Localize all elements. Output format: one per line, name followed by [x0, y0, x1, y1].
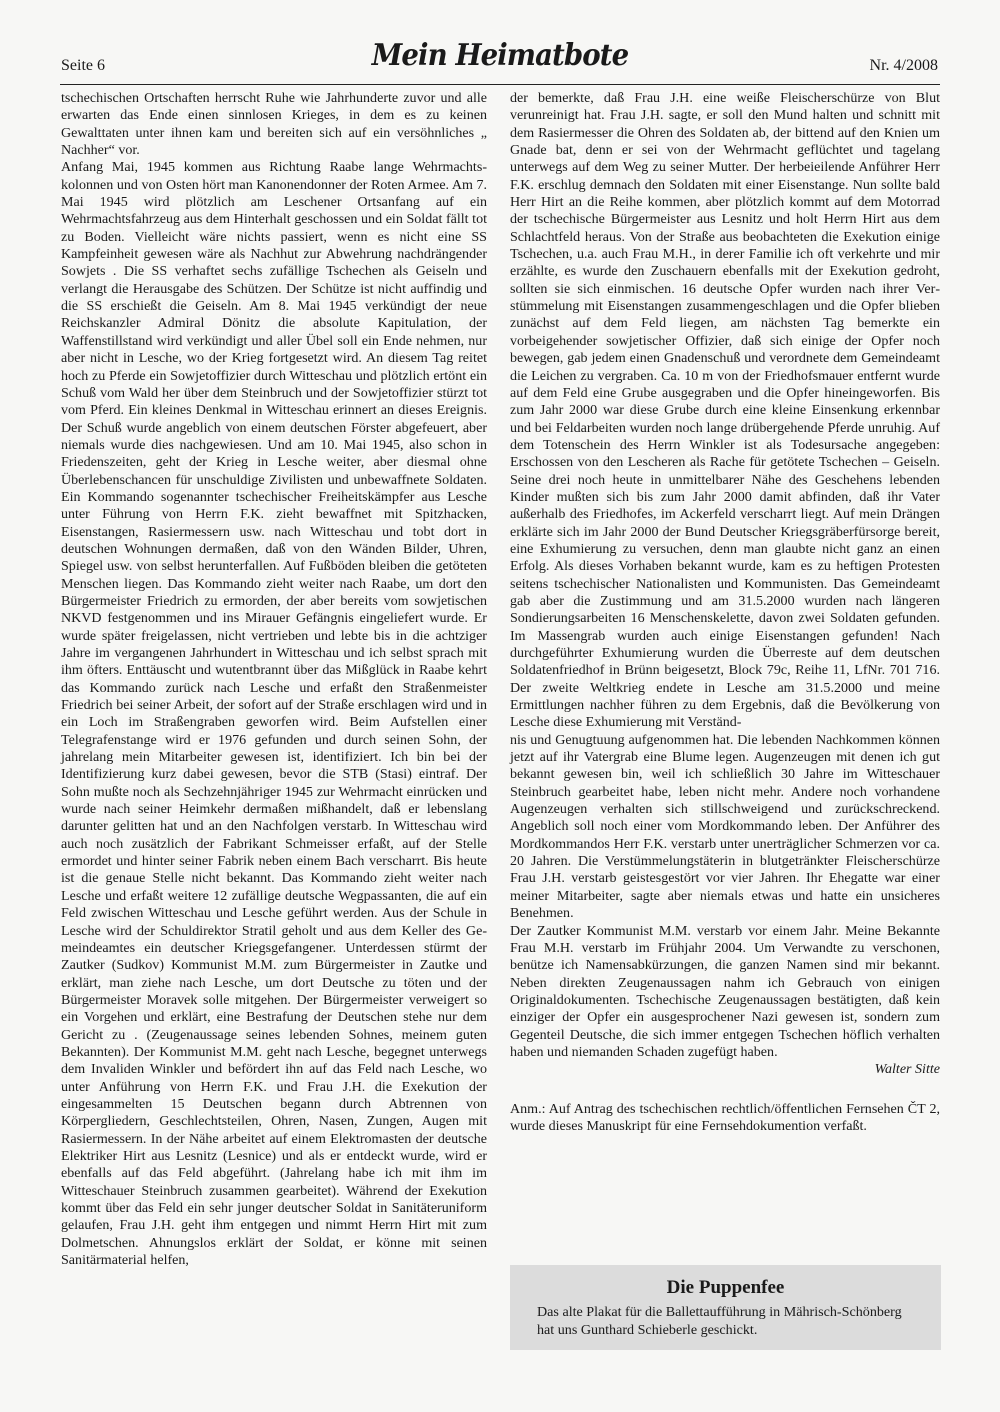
page-number: Seite 6: [61, 57, 105, 74]
article-column-left: [61, 90, 487, 1269]
footnote: Anm.: Auf Antrag des tschechischen rechtlich/öffentlichen Fernsehen ČT 2, wurde dieses Manuskript für eine Fernsehdokumention verfaßt.: [510, 1100, 940, 1134]
paragraph: tschechischen Ortschaften herrscht Ruhe wie Jahrhunderte zuvor und alle erwarten das Ende einen sinnlosen Krieges, in dem es zu keinen Gewalttaten unter ihnen kam und bereiten sich auf ein versöhnliches „ Nachher“ vor.: [61, 90, 487, 159]
info-box: [510, 1265, 941, 1350]
masthead-title: Mein Heimatbote: [371, 38, 629, 73]
header-rule: [60, 84, 940, 85]
author-signature: Walter Sitte: [874, 1061, 940, 1078]
paragraph: Anfang Mai, 1945 kommen aus Richtung Raabe lange Wehrmachtskolonnen und von Osten hört man Kanonendonner der Roten Armee. Am 7. Mai 1945 wird plötzlich am Leschener Ortsanfang auf ein Wehrmachtsfahrzeug aus dem Hinterhalt geschossen und ein Soldat fällt tot zu Boden. Vielleicht wäre nichts passiert, wenn es nicht eine SS Kampfeinheit gewesen wäre als Nachhut zur Abwehrung nachdrängender Sowjets . Die SS verhaftet sechs zufällige Tschechen als Geiseln und verlangt die Herausgabe des Schützen. Der Schütze ist nicht auffindig und die SS erschießt die Geiseln. Am 8. Mai 1945 verkündigt der neue Reichskanzler Admiral Dönitz die absolute Kapitulation, der Waffenstillstand wird verkündigt und aller Übel soll ein Ende nehmen, nur aber nicht in Lesche, wo der Krieg fortgesetzt wird. An diesem Tag reitet hoch zu Pferde ein Sowjetoffizier durch Witteschau und plötzlich ertönt ein Schuß vom Wald her über dem Steinbruch und der Sowjetoffizier stürzt tot vom Pferd. Ein kleines Denkmal in Witteschau erinnert an dieses Ereignis. Der Schuß wurde angeblich von einem deutschen Förster abgefeuert, aber niemals wurde dies nachgewiesen. Und am 10. Mai 1945, also schon in Friedenszeiten, geht der Krieg in Lesche weiter, aber diesmal ohne Überlebenschancen für unschuldige Zivilisten und unbewaffnete Soldaten. Ein Kommando sogenannter tschechischer Freiheitskämpfer aus Lesche unter Führung von Herrn F.K. zieht bewaffnet mit Spitzhacken, Eisenstangen, Rasiermessern usw. nach Witteschau und tobt dort in deutschen Wohnungen dermaßen, daß von den Wänden Bilder, Uhren, Spiegel usw. von selbst herunterfallen. Auf Fußböden bleiben die getöteten Menschen liegen. Das Kommando zieht weiter nach Raabe, um dort den Bürgermeister Friedrich zu ermorden, der aber bereits vom sowjetischen NKVD festgenommen und ins Mirauer Gefängnis eingeliefert wurde. Er wurde später freigelassen, nicht vertrieben und lebte bis in die achtziger Jahre im vergangenen Jahrhundert in Witteschau und ich selbst sprach mit ihm öfters. Enttäuscht und wutentbrannt über das Mißglück in Raabe kehrt das Kommando zurück nach Lesche und erfaßt den Straßenmeister Friedrich bei seiner Arbeit, der sofort auf der Straße erschlagen wird und in ein Loch im Straßengraben geworfen wird. Beim Aufstellen einer Telegrafenstange wird er 1976 gefunden und durch seinen Sohn, der jahrelang mein Mitarbeiter gewesen ist, identifiziert. Ich bin bei der Identifizierung kurz dabei gewesen, bevor die STB (Stasi) eintraf. Der Sohn mußte noch als Sechzehnjähriger 1945 zur Wehrmacht einrücken und wurde nach seiner Heimkehr dermaßen mißhandelt, daß er lebenslang darunter gelitten hat und an den Nachfolgen verstarb. In Witteschau wird auch noch zusätzlich der Fabrikant Schmeisser erfaßt, auf der Stelle ermordet und hinter seiner Fabrik neben einem Bach verscharrt. Bis heute ist die genaue Stelle nicht bekannt. Das Kommando zieht weiter nach Lesche und erfaßt weitere 12 zufällige deutsche Wegpassanten, die auf ein Feld zwischen Witteschau und Lesche geführt werden. Aus der Schule in Lesche wird der Schuldirektor Stratil geholt und aus dem Keller des Gemeindeamtes ein deutscher Kriegsgefangener. Unterdessen stürmt der Zautker (Sudkov) Kommunist M.M. zum Bürgermeister in Zautke und erklärt, man ziehe nach Lesche, um dort Deutsche zu töten und der Bürgermeister Moravek solle mitgehen. Der Bürgermeister verweigert so ein Vorgehen und erklärt, eine Bestrafung der Deutschen stehe nur dem Gericht zu . (Zeugenaussage seines lebenden Sohnes, meinem guten Bekannten). Der Kommunist M.M. geht nach Lesche, begegnet unterwegs dem Invaliden Winkler und befördert ihn auf das Feld nach Lesche, wo unter Anführung von Herrn F.K. und Frau J.H. die Exekution der eingesammelten 15 Deutschen begann durch Abtrennen von Körpergliedern, Geschlechtsteilen, Ohren, Nasen, Zungen, Augen mit Rasiermessern. In der Nähe arbeitet auf einem Elektromasten der deutsche Elektriker Hirt aus Lesnitz (Lesnice) und als er entdeckt wurde, wird er ebenfalls auf das Feld abgeführt. (Jahrelang habe ich mit ihm im Witteschauer Steinbruch zusammen gearbeitet). Während der Exekution kommt über das Feld ein sehr junger deutscher Soldat in Sanitäteruniform gelaufen, Frau J.H. geht ihm entgegen und nimmt Herrn Hirt mit zum Dolmetschen. Ahnungslos erklärt der Soldat, er könne mit seinen Sanitärmaterial helfen,: [61, 159, 487, 1269]
box-title: Die Puppenfee: [666, 1277, 785, 1298]
paragraph: Der Zautker Kommunist M.M. verstarb vor einem Jahr. Meine Bekannte Frau M.H. verstarb im Frühjahr 2004. Um Verwandte zu verschonen, benütze ich Namensabkürzungen, die ganzen Namen sind mir bekannt. Neben direkten Zeugenaussagen nahm ich Gebrauch von einigen Originaldokumenten. Tschechische Zeugenaussagen bestätigten, daß kein einziger der Opfer ein ausgesprochener Nazi gewesen ist, sondern zum Gegenteil Deutsche, die sich immer entgegen Tschechen höflich verhalten haben und niemanden Schaden zugefügt haben.: [510, 922, 940, 1060]
paragraph: der bemerkte, daß Frau J.H. eine weiße Fleischerschürze von Blut verunreinigt hat. Frau J.H. sagte, er soll den Mund halten und schnitt mit dem Rasiermesser die Ohren des Soldaten ab, der bittend auf den Knien um Gnade bat, denn er sei von der Wehrmacht geflüchtet und tagelang unterwegs auf dem Weg zu seiner Mutter. Der herbeieilende Anführer Herr F.K. erschlug demnach den Soldaten mit einer Eisenstange. Nun sollte bald Herr Hirt an die Reihe kommen, aber plötzlich kommt auf dem Motorrad der tschechische Bürgermeister aus Lesnitz und holt Herrn Hirt aus dem Schlachtfeld heraus. Von der Straße aus beobachteten die Exekution einige Tschechen, u.a. auch Frau M.H., in derer Familie ich oft verkehrte und mir erzählte, es wurde den Zuschauern ebenfalls mit der Exekution gedroht, sollten sie sich einmischen. 16 deutsche Opfer wurden nach ihrer Verstümmelung mit Eisenstangen zusammengeschlagen und die Opfer blieben zunächst auf dem Feld liegen, am nächsten Tag bemerkte ein vorbeigehender sowjetischer Offizier, daß sich einige der Opfer noch bewegen, gab jedem einen Gnadenschuß und verordnete dem Gemeindeamt die Leichen zu vergraben. Ca. 10 m von der Friedhofsmauer entfernt wurde auf dem Feld eine Grube ausgegraben und die Opfer hineingeworfen. Bis zum Jahr 2000 war diese Grube durch eine kleine Einsenkung erkennbar und bei Feldarbeiten wurden noch lange drübergehende Pferde unruhig. Auf dem Totenschein des Herrn Winkler ist als Todesursache angegeben: Erschossen von den Lescheren als Rache für getötete Tschechen – Geiseln. Seine drei noch heute in unmittelbarer Nähe des Geschehens lebenden Kinder mußten sich bis zum Jahr 2000 damit abfinden, daß ihr Vater außerhalb des Friedhofes, im Ackerfeld verscharrt liegt. Auf mein Drängen erklärte sich im Jahr 2000 der Bund Deutscher Kriegsgräberfürsorge bereit, eine Exhumierung zu versuchen, denn man glaubte nicht ganz an einen Erfolg. Als dieses Vorhaben bekannt wurde, kam es zu heftigen Protesten seitens tschechischer Nationalisten und Kommunisten. Das Gemeindeamt gab aber die Zustimmung und am 31.5.2000 wurden nach längeren Sondierungsarbeiten 16 Menschenskelette, davon zwei Soldaten gefunden. Im Massengrab wurden auch einige Eisenstangen gefunden! Nach durchgeführter Exhumierung wurden die Überreste auf dem deutschen Soldatenfriedhof in Brünn beigesetzt, Block 79c, Reihe 11, LfNr. 701 716. Der zweite Weltkrieg endete in Lesche am 31.5.2000 und meine Ermittlungen nachher führen zu dem Ergebnis, daß die Bevölkerung von Lesche diese Exhumierung mit Verständ-: [510, 90, 940, 731]
article-column-right: [510, 90, 940, 1135]
paragraph: nis und Genugtuung aufgenommen hat. Die lebenden Nachkommen können jetzt auf ihr Vatergrab eine Blume legen. Augenzeugen mit denen ich gut bekannt gewesen bin, weil ich schließlich 30 Jahre im Witteschauer Steinbruch gearbeitet habe, leben nicht mehr. Andere noch vorhandene Augenzeugen verhalten sich stillschweigend und zurückschreckend. Angeblich soll noch einer vom Mordkommando leben. Der Anführer des Mordkommandos Herr F.K. verstarb unter unerträglicher Schmerzen vor ca. 20 Jahren. Die Verstümmelungstäterin in blutgetränkter Fleischerschürze Frau J.H. verstarb geistesgestört vor vier Jahren. Ihr Ehegatte war einer meiner Mitarbeiter, sagte aber niemals etwas und hatte ein unsicheres Benehmen.: [510, 731, 940, 922]
issue-number: Nr. 4/2008: [869, 57, 938, 74]
box-body: Das alte Plakat für die Ballettaufführung in Mährisch-Schönberg hat uns Gunthard Schieberle geschickt.: [537, 1304, 902, 1338]
